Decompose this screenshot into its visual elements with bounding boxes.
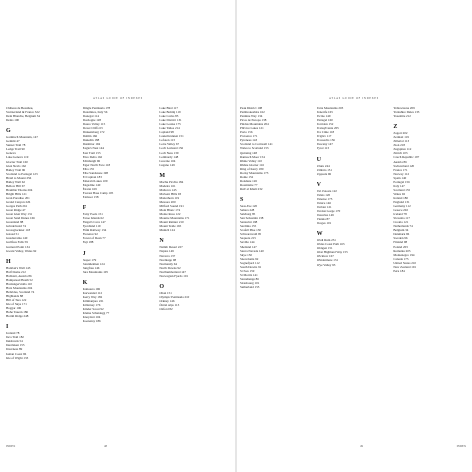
index-entry: Oxford 82 — [159, 307, 173, 312]
index-entry: Munich 124 — [159, 228, 175, 233]
index-entry: Sutherland 155 — [240, 284, 260, 289]
index-entry: Dent Blanche, Belgium 34 — [6, 114, 40, 119]
index-entry: West Highland Way 155 — [316, 250, 348, 255]
index-entry: Sardinia 155 — [240, 224, 257, 229]
index-entry: Gran Paradiso 201 — [6, 195, 30, 200]
index-entry: Plitvice Lakes 121 — [240, 126, 264, 131]
index-entry: Sequoia 215 — [240, 236, 256, 241]
index-entry: Mont Blanc 174 — [159, 208, 181, 213]
index-entry: Loch Lomond 156 — [159, 146, 184, 151]
index-entry: Norway 112 — [393, 171, 410, 176]
index-entry — [240, 191, 313, 195]
index-entry: Norwegian Fjords 101 — [159, 273, 189, 278]
index-entry: Killarney 176 — [82, 302, 101, 307]
index-letter-heading: K — [82, 279, 88, 286]
index-entry — [317, 151, 390, 155]
index-entry: Picos de Europa 138 — [240, 118, 267, 123]
index-entry: Rocky Mountains 173 — [240, 170, 269, 175]
index-entry: Lake Louise 175 — [159, 122, 181, 127]
index-entry: Wales to Scotland 153 — [240, 146, 269, 151]
index-entry: Gemmi 47 — [6, 139, 20, 144]
index-entry: Rondane 126 — [240, 178, 257, 183]
index-entry: Ötztal Alps 113 — [159, 302, 180, 307]
index-entry: Faroe Islands 62 — [82, 216, 104, 221]
index-entry: Emerald Lakes 109 — [82, 178, 108, 183]
index-entry: Dingle Peninsula 178 — [82, 106, 111, 110]
index-entry — [159, 278, 232, 282]
index-entry: Finland 98 — [393, 240, 408, 245]
index-entry: Dents 100 — [6, 118, 20, 123]
index-entry: Edinburgh 96 — [82, 158, 101, 163]
index-entry: Tenerife 165 — [316, 110, 333, 115]
index-entry: Vanoise 175 — [316, 196, 333, 201]
index-entry: East Trail 155 — [82, 150, 101, 155]
index-entry: Austria 86 — [393, 159, 407, 164]
index-entry: Jasper 179 — [82, 257, 97, 262]
index-entry: Wales Coast Path 163 — [316, 242, 345, 247]
index-entry: Kerry Way 182 — [82, 294, 103, 299]
index-entry: Normandy 64 — [159, 261, 177, 266]
index-entry: Étretat 169 — [82, 186, 97, 191]
index-entry: Switzerland 120 — [393, 163, 415, 168]
index-entry: Scotland to Portugal 123 — [6, 171, 38, 176]
right-folio-number: 49 — [360, 444, 363, 448]
index-entry: Salzburg 85 — [240, 212, 256, 217]
index-entry: England 131 — [393, 199, 410, 204]
index-letter-heading: Z — [393, 124, 398, 131]
index-entry: Lake Tahoe 214 — [159, 126, 180, 131]
index-entry: Croatia 121 — [393, 220, 409, 225]
index-entry: Eiger North Face 118 — [82, 162, 111, 167]
index-entry: Bellow Hill 67 — [6, 183, 25, 188]
right-running-head: ATLAS GUIDE OF INDEXES — [328, 97, 380, 100]
index-entry: North Downs 92 — [159, 265, 181, 270]
index-entry: Provence 171 — [240, 134, 258, 139]
index-entry: Orkney 146 — [159, 298, 175, 303]
index-entry: New Zealand 191 — [393, 264, 417, 269]
index-entry — [159, 232, 232, 236]
index-entry: Bailey Trail 96 — [6, 167, 26, 172]
index-entry — [6, 253, 79, 257]
index-entry: Zion 218 — [393, 143, 405, 148]
index-entry: Scafell Pike 130 — [240, 228, 261, 233]
index-entry: Bramble Thorns 204 — [6, 187, 33, 192]
index-letter-heading: J — [82, 250, 86, 257]
index-entry: Sweden 96 — [393, 236, 408, 241]
index-entry: Montenegro 194 — [393, 252, 415, 257]
index-entry: Yosemite 212 — [393, 114, 411, 119]
index-entry: Pyrenees 143 — [240, 138, 258, 143]
index-entry: Hohe Tauern 186 — [6, 310, 29, 315]
index-entry: Naples 149 — [159, 249, 174, 254]
index-entry: Trossachs 156 — [316, 138, 335, 143]
index-entry: Mourne Mountains 171 — [159, 216, 190, 221]
index-entry: Karwendel 112 — [82, 290, 103, 295]
index-entry: Donegal 114 — [82, 114, 99, 119]
index-entry: Santorini 198 — [240, 220, 258, 225]
index-entry: Bright Hills 121 — [6, 191, 27, 196]
index-entry: Iceland 78 — [6, 331, 20, 336]
index-entry: Madeira 161 — [159, 183, 176, 188]
index-entry: Poland 203 — [393, 244, 408, 249]
index-entry: Windermere 131 — [316, 258, 339, 263]
index-entry: Great Ridge 47 — [6, 208, 26, 213]
index-entry: Tre Cime 118 — [316, 130, 335, 135]
index-entry: Rannoch Moor 154 — [240, 154, 265, 159]
index-letter-heading: H — [6, 258, 11, 265]
index-entry: Mount Rainier 210 — [159, 220, 184, 225]
index-entry: Elbe Sandstone 198 — [82, 170, 108, 175]
index-entry: Nordkapp 98 — [159, 257, 177, 262]
index-entry: Pembrokeshire 162 — [240, 110, 265, 115]
index-entry: Portugal 156 — [393, 179, 410, 184]
index-entry: Lake District 131 — [159, 118, 182, 123]
index-entry: Kinder Scout 92 — [82, 307, 104, 312]
index-entry: Half Dome 212 — [6, 269, 26, 274]
index-entry: Olympic Peninsula 210 — [159, 294, 190, 299]
index-entry: Shetland 147 — [240, 244, 257, 249]
index-entry: Uluru 244 — [316, 163, 330, 168]
index-entry: Porto 156 — [240, 130, 253, 135]
index-entry: El Capitan 183 — [82, 174, 102, 179]
index-entry: Geneva — [6, 151, 16, 156]
index-entry: Venice 146 — [316, 200, 331, 205]
index-entry: Navarra 137 — [159, 253, 176, 258]
index-entry — [393, 118, 466, 122]
index-entry: Wengen 151 — [316, 246, 333, 251]
index-entry: Fjordland 119 — [82, 224, 101, 229]
index-entry: Lapland 98 — [159, 130, 174, 135]
index-entry: Peak District 108 — [240, 106, 263, 110]
index-entry: Lake Geneva 119 — [6, 155, 29, 160]
index-entry: Kilimanjaro 221 — [82, 298, 104, 303]
index-entry: Rome 152 — [240, 174, 254, 179]
index-entry: Scotland to Cornwall 141 — [240, 142, 273, 147]
index-entry: Valais 120 — [316, 192, 331, 197]
index-entry: Uppsala 96 — [316, 171, 332, 176]
index-entry: Interlaken 155 — [6, 343, 25, 348]
index-entry: Hebrides, Scotland 74 — [6, 289, 35, 294]
index-entry: Fuji 188 — [82, 240, 94, 245]
index-entry: Ireland 180 — [393, 195, 408, 200]
index-entry: Tuscany 147 — [316, 142, 333, 147]
index-entry: Sognefjord 112 — [240, 260, 260, 265]
index-entry: Monte Rosa 122 — [159, 212, 181, 217]
index-entry: Lake Bled 117 — [159, 106, 178, 110]
index-entry: Malvern Hills 93 — [159, 191, 182, 196]
index-entry: Elba 155 — [82, 166, 95, 171]
index-entry: Snowdonia 92 — [240, 256, 259, 261]
right-column-2 — [317, 106, 390, 436]
index-entry: Italy 147 — [393, 183, 405, 188]
index-entry: Greenland 88 — [6, 220, 24, 225]
index-entry: France 171 — [393, 167, 408, 172]
index-entry: Saas-Fee 120 — [240, 204, 258, 209]
index-entry: St Moritz 141 — [240, 272, 258, 277]
index-entry: Vosges 101 — [316, 221, 332, 226]
index-entry: South Downs 91 — [240, 264, 262, 269]
index-entry: Loch Ness 139 — [159, 150, 179, 155]
index-entry: Switzerland & France 322 — [6, 110, 40, 115]
index-entry: Oban 151 — [159, 290, 172, 295]
index-entry: Lake Bohinj 119 — [159, 110, 181, 115]
index-entry: Great Glen Way 131 — [6, 212, 33, 217]
index-entry: Gstaad 51 — [6, 232, 19, 237]
index-entry: Engadine 140 — [82, 182, 101, 187]
index-entry: Dunedin 188 — [82, 138, 100, 143]
index-entry: Grossglockner 118 — [6, 228, 31, 233]
index-entry: Hadrian's Wall 143 — [6, 265, 31, 270]
index-entry: Gullfoss Falls 59 — [6, 240, 28, 245]
index-entry: Flåm Railway 134 — [82, 228, 107, 233]
index-entry: Wadi Rum 231 — [316, 238, 336, 243]
index-entry: Triglav 117 — [316, 134, 332, 139]
index-entry: Braid to Mount 256 — [6, 175, 32, 180]
index-entry: Netherlands 74 — [393, 224, 413, 229]
index-entry: Peru 184 — [393, 268, 405, 273]
index-entry: Vesuvius 149 — [316, 213, 334, 218]
index-entry — [159, 167, 232, 171]
index-entry: Ring of Kerry 180 — [240, 166, 264, 171]
index-entry: Everest Base Camp 105 — [82, 190, 114, 195]
index-letter-heading: S — [240, 197, 244, 204]
index-entry: Fairy Pools 151 — [82, 212, 103, 217]
index-entry — [317, 176, 390, 180]
index-entry: Mount Teide 165 — [159, 224, 182, 229]
index-entry: Wicklow 167 — [316, 254, 334, 259]
index-entry: Ebro Delta 162 — [82, 154, 103, 159]
index-entry: San Sebastián 138 — [240, 216, 264, 221]
index-entry: Isle of Wight 133 — [6, 355, 29, 360]
index-entry: Gurnard Point 134 — [6, 244, 30, 249]
index-entry: Kleine Scheidegg 77 — [82, 311, 110, 316]
index-entry: Bailey Wall 62 — [6, 179, 25, 184]
index-entry: Greece 202 — [393, 208, 408, 213]
index-entry: United States 210 — [393, 260, 417, 265]
index-entry: Tatra Mountains 203 — [316, 106, 344, 110]
index-entry: Pindus Mountains 204 — [240, 122, 269, 127]
index-entry: Zillertal 113 — [393, 139, 410, 144]
left-column-1 — [6, 106, 79, 436]
index-entry: Milford Sound 191 — [159, 204, 184, 209]
index-entry: Durmitor 194 — [82, 142, 101, 147]
index-entry: Glen Nevis 162 — [6, 163, 27, 168]
index-entry: Umbria 151 — [316, 167, 332, 172]
index-entry: Inca Trail 182 — [6, 335, 24, 340]
index-entry: Wye Valley 93 — [316, 262, 336, 267]
index-entry: Val d'Aosta 122 — [316, 188, 337, 193]
index-entry: Château de Beaulieu, — [6, 106, 34, 110]
index-entry: Transylvania 205 — [316, 126, 339, 131]
index-letter-heading: O — [159, 283, 165, 290]
index-entry: Iceland 78 — [393, 212, 407, 217]
index-entry: Harz Mountains 204 — [6, 285, 33, 290]
index-entry: Dolomites, Italy 56 — [82, 110, 108, 115]
index-entry: Jura Mountains 105 — [82, 269, 108, 274]
right-page — [236, 0, 472, 472]
index-entry: Lugano 149 — [159, 162, 175, 167]
index-entry: Quiraing 148 — [240, 150, 257, 155]
index-entry: Rub' al Khali 232 — [240, 186, 263, 191]
index-entry: Rossinière 77 — [240, 182, 258, 187]
left-column-3 — [159, 106, 232, 436]
index-entry: Vienna 87 — [316, 217, 330, 222]
index-entry: Gorges Path 261 — [6, 204, 28, 209]
index-entry: Sahara 228 — [240, 208, 255, 213]
index-entry: Yellowstone 209 — [393, 106, 415, 110]
index-entry: Gwent Valley, Wales 92 — [6, 248, 37, 253]
index-entry: Glacier Trail 160 — [6, 159, 28, 164]
index-entry: Matterhorn 119 — [159, 195, 180, 200]
index-entry: Ticino 149 — [316, 114, 331, 119]
index-entry: Grindelwald 74 — [6, 224, 26, 229]
index-letter-heading: U — [316, 156, 322, 163]
index-entry: Yorkshire Dales 133 — [393, 110, 420, 115]
index-entry: Rhine Valley 110 — [240, 158, 262, 163]
index-entry: Machu Picchu 184 — [159, 179, 184, 184]
index-entry: Czech Republic 197 — [393, 155, 420, 160]
index-entry: Sierra Nevada 140 — [240, 248, 264, 253]
index-entry: Florence 92 — [82, 232, 98, 237]
index-letter-heading: N — [159, 238, 164, 245]
index-entry: Canada 175 — [393, 256, 409, 261]
index-entry: Exmoor 158 — [82, 195, 99, 200]
index-entry: Knoydart 104 — [82, 315, 101, 320]
index-entry: Scotland 155 — [393, 187, 411, 192]
index-entry: Ionian Coast 96 — [6, 351, 27, 356]
right-column-1 — [240, 106, 313, 436]
index-entry — [83, 199, 156, 203]
left-running-head: ATLAS GUIDE OF INDEXES — [92, 97, 144, 100]
left-index-columns — [6, 106, 232, 436]
index-entry — [6, 318, 79, 322]
index-entry: Wales 92 — [393, 191, 406, 196]
index-entry: Sunset Trail 78 — [6, 143, 26, 148]
index-entry: Lauterbrunnen 151 — [159, 134, 184, 139]
index-entry: Innsbruck 54 — [6, 339, 23, 344]
index-entry: Strasbourg 101 — [240, 280, 260, 285]
left-folio-outer: INDEX — [6, 444, 16, 448]
left-folio-number: 48 — [104, 444, 107, 448]
index-entry: Lofoten 113 — [159, 138, 175, 143]
index-entry: Zürich 103 — [393, 151, 408, 156]
index-entry: Dublin 166 — [82, 134, 98, 139]
index-entry: Grand Canyon 226 — [6, 199, 31, 204]
index-entry: Hallstatt, Austria 86 — [6, 273, 32, 278]
index-entry: Denmark 96 — [393, 232, 410, 237]
index-entry: Dordogne 128 — [82, 118, 101, 123]
index-entry: Jungfrau 146 — [82, 265, 100, 270]
index-entry: Hampstead Heath 52 — [6, 277, 33, 282]
index-entry — [83, 245, 156, 249]
index-entry: Kaikoura 196 — [82, 286, 101, 291]
index-entry: Torridon 152 — [316, 122, 334, 127]
index-letter-heading: I — [6, 324, 9, 331]
index-entry: Great Sand Dunes 166 — [6, 216, 35, 221]
index-entry: Mallorca 145 — [159, 187, 177, 192]
right-column-3 — [393, 106, 466, 436]
index-entry: Drakensberg 172 — [82, 130, 105, 135]
index-entry — [317, 225, 390, 229]
index-entry: Seville 144 — [240, 240, 255, 245]
index-entry: Hornli Ridge 248 — [6, 314, 29, 319]
index-entry: Verdon Gorge 170 — [316, 208, 341, 213]
index-entry: Spain 140 — [393, 175, 407, 180]
index-entry: Stonehenge 86 — [240, 276, 259, 281]
index-letter-heading: V — [316, 181, 322, 188]
index-entry: Lake Como 85 — [159, 114, 179, 119]
index-letter-heading: F — [82, 205, 87, 212]
index-entry: Belgium 34 — [393, 228, 409, 233]
index-entry: Zugspitze 112 — [393, 147, 412, 152]
index-entry: Hill of Tara 122 — [6, 298, 27, 303]
index-entry: Hardangervidda 110 — [6, 281, 32, 286]
index-entry: St Ives 159 — [240, 268, 255, 273]
index-entry: Lucerne 104 — [159, 158, 176, 163]
index-entry — [6, 122, 79, 126]
index-entry: Guadarrama 140 — [6, 236, 28, 241]
index-entry: Fingal's Cave 147 — [82, 220, 106, 225]
index-entry: Lombardy 148 — [159, 154, 179, 159]
index-entry: Highlands 88 — [6, 293, 24, 298]
index-entry: Rhône Glacier 116 — [240, 162, 264, 167]
index-entry: Hoggar 106 — [6, 306, 22, 311]
index-letter-heading: G — [6, 128, 11, 135]
index-entry: Kootenay 186 — [82, 319, 101, 324]
index-entry: Douro Valley 115 — [82, 122, 106, 127]
index-entry: Inverness 89 — [6, 347, 23, 352]
index-entry: Eagle's Nest 144 — [82, 146, 104, 151]
index-entry: Northumberland 147 — [159, 269, 186, 274]
index-letter-heading: W — [316, 231, 323, 238]
index-entry: Ledge Trail 90 — [6, 147, 25, 152]
index-entry: Isle of Skye 171 — [6, 302, 27, 307]
index-letter-heading: M — [159, 172, 166, 179]
index-entry: Dover Cliffs 63 — [82, 126, 103, 131]
index-entry: Tyrol 113 — [316, 146, 329, 151]
index-entry: Romania 205 — [393, 248, 411, 253]
index-entry: Zermatt 119 — [393, 135, 409, 140]
index-entry: Schwarzwald 95 — [240, 232, 262, 237]
index-entry: Garmisch Mountain, 147 — [6, 135, 38, 140]
index-entry: Loire Valley 67 — [159, 142, 180, 147]
index-entry: Slovenia 117 — [393, 216, 410, 221]
right-folio-outer: INDEX — [456, 444, 466, 448]
index-entry: Pennine Way 134 — [240, 114, 263, 119]
index-entry: Verbier 121 — [316, 204, 332, 209]
index-entry: Jotunheimen 124 — [82, 261, 105, 266]
index-entry: Germany 112 — [393, 204, 411, 209]
index-entry: Tintagel 160 — [316, 118, 333, 123]
index-entry: Namib Desert 227 — [159, 245, 183, 250]
left-column-2 — [83, 106, 156, 436]
index-entry: Forest of Dean 77 — [82, 236, 106, 241]
index-entry — [83, 274, 156, 278]
right-index-columns — [240, 106, 466, 436]
index-entry: Zagori 202 — [393, 131, 408, 136]
index-entry: Meteora 200 — [159, 199, 176, 204]
index-entry: Skye 150 — [240, 252, 252, 257]
